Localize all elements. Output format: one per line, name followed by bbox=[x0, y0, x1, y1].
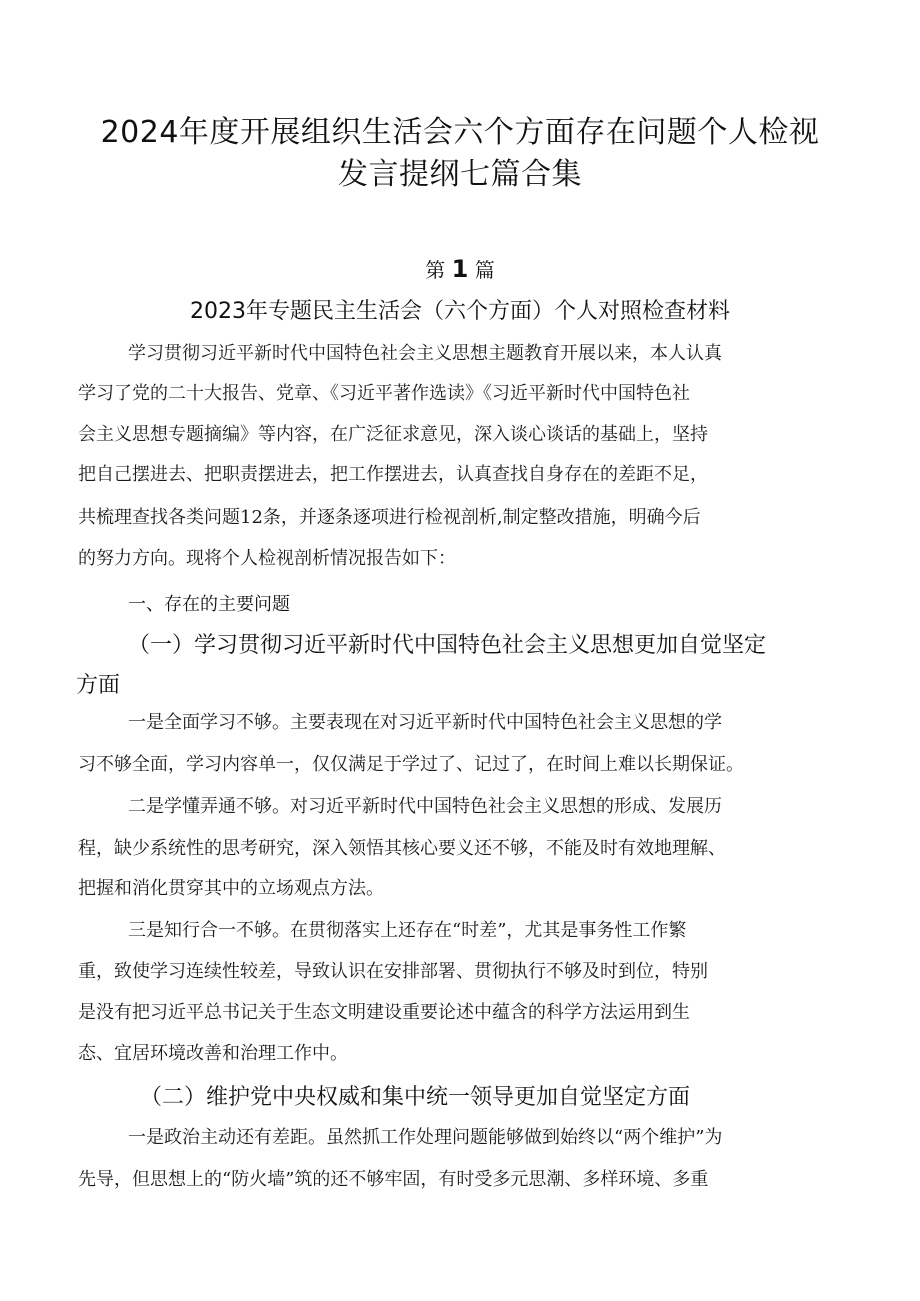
section-heading: 一、存在的主要问题 bbox=[128, 594, 290, 615]
body-line: 一是全面学习不够。主要表现在对习近平新时代中国特色社会主义思想的学 bbox=[128, 712, 722, 733]
body-line: 一是政治主动还有差距。虽然抓工作处理问题能够做到始终以“两个维护”为 bbox=[128, 1127, 723, 1148]
document-title-line-2: 发言提纲七篇合集 bbox=[338, 157, 582, 192]
body-line: 态、宜居环境改善和治理工作中。 bbox=[78, 1043, 348, 1064]
material-title: 2023年专题民主生活会（六个方面）个人对照检查材料 bbox=[190, 299, 730, 324]
body-line: 二是学懂弄通不够。对习近平新时代中国特色社会主义思想的形成、发展历 bbox=[128, 796, 722, 817]
document-title-line-1: 2024年度开展组织生活会六个方面存在问题个人检视 bbox=[100, 115, 820, 150]
subsection-heading-line-2: 方面 bbox=[76, 673, 121, 698]
subsection-heading: （二）维护党中央权威和集中统一领导更加自觉坚定方面 bbox=[140, 1085, 691, 1110]
intro-line: 把自己摆进去、把职责摆进去，把工作摆进去，认真查找自身存在的差距不足， bbox=[78, 464, 708, 485]
piece-label bbox=[0, 254, 920, 283]
body-line: 是没有把习近平总书记关于生态文明建设重要论述中蕴含的科学方法运用到生 bbox=[78, 1002, 690, 1023]
intro-line: 学习贯彻习近平新时代中国特色社会主义思想主题教育开展以来，本人认真 bbox=[128, 343, 722, 364]
body-line: 习不够全面，学习内容单一，仅仅满足于学过了、记过了，在时间上难以长期保证。 bbox=[78, 754, 744, 775]
intro-line: 共梳理查找各类问题12条，并逐条逐项进行检视剖析,制定整改措施，明确今后 bbox=[78, 507, 701, 528]
body-line: 三是知行合一不够。在贯彻落实上还存在“时差”，尤其是事务性工作繁 bbox=[128, 920, 687, 941]
piece-number: 1 bbox=[451, 255, 469, 283]
body-line: 程，缺少系统性的思考研究，深入领悟其核心要义还不够，不能及时有效地理解、 bbox=[78, 838, 726, 859]
body-line: 重，致使学习连续性较差，导致认识在安排部署、贯彻执行不够及时到位，特别 bbox=[78, 961, 708, 982]
body-line: 把握和消化贯穿其中的立场观点方法。 bbox=[78, 878, 384, 899]
subsection-heading-line-1: （一）学习贯彻习近平新时代中国特色社会主义思想更加自觉坚定 bbox=[128, 633, 767, 658]
piece-suffix: 篇 bbox=[474, 258, 495, 282]
body-line: 先导，但思想上的“防火墙”筑的还不够牢固，有时受多元思潮、多样环境、多重 bbox=[78, 1169, 709, 1190]
intro-line: 学习了党的二十大报告、党章、《习近平著作选读》《习近平新时代中国特色社 bbox=[78, 383, 690, 404]
intro-line: 的努力方向。现将个人检视剖析情况报告如下： bbox=[78, 548, 456, 569]
piece-prefix: 第 bbox=[425, 258, 446, 282]
intro-line: 会主义思想专题摘编》等内容，在广泛征求意见，深入谈心谈话的基础上，坚持 bbox=[78, 424, 708, 445]
